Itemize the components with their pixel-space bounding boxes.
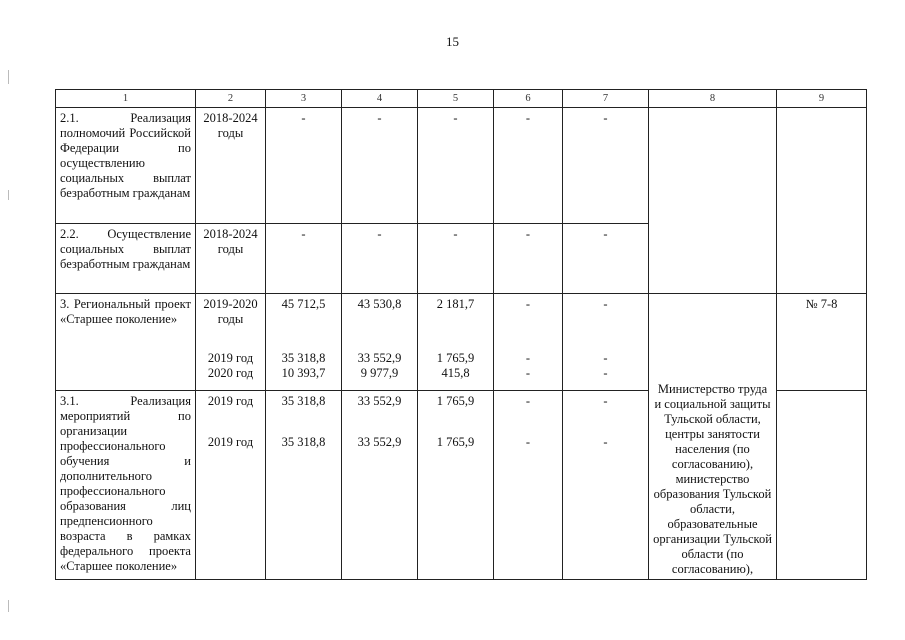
cell-regional: - <box>418 224 494 294</box>
row-period: 2019 год <box>207 394 254 408</box>
cell-federal: 33 552,9 <box>357 435 402 449</box>
scan-mark <box>8 190 9 200</box>
cell-other: - <box>603 394 608 408</box>
sub-municipal: - <box>525 351 531 365</box>
budget-table <box>55 89 867 580</box>
cell-indicator-empty <box>777 108 867 294</box>
sub-total: 10 393,7 <box>281 366 326 380</box>
cell-responsible <box>649 294 777 580</box>
col-header-5: 5 <box>418 90 494 108</box>
cell-municipal-group <box>494 391 563 580</box>
sub-other: - <box>603 366 608 380</box>
col-header-3: 3 <box>266 90 342 108</box>
cell-total: 45 712,5 <box>281 297 326 311</box>
cell-regional: 1 765,9 <box>436 394 475 408</box>
row-period: 2019-2020 годы <box>203 297 258 326</box>
cell-federal-group <box>342 391 418 580</box>
cell-total: 35 318,8 <box>281 394 326 408</box>
row-period-group <box>196 391 266 580</box>
col-header-2: 2 <box>196 90 266 108</box>
cell-federal: 43 530,8 <box>357 297 402 311</box>
cell-other: - <box>563 108 649 224</box>
cell-regional: - <box>418 108 494 224</box>
cell-total: - <box>266 108 342 224</box>
row-period: 2019 год <box>207 435 254 449</box>
row-name: 2.2. Осуществление социальных выплат безработным гражданам <box>56 224 196 294</box>
cell-federal-group <box>342 294 418 391</box>
row-period-group <box>196 294 266 391</box>
sub-municipal: - <box>525 366 531 380</box>
cell-other: - <box>603 297 608 311</box>
sub-total: 35 318,8 <box>281 351 326 365</box>
col-header-7: 7 <box>563 90 649 108</box>
sub-other: - <box>603 351 608 365</box>
cell-total: 35 318,8 <box>281 435 326 449</box>
cell-regional-group <box>418 294 494 391</box>
cell-responsible-empty <box>649 108 777 294</box>
cell-municipal: - <box>525 394 531 408</box>
cell-other-group <box>563 294 649 391</box>
cell-municipal-group <box>494 294 563 391</box>
scan-mark <box>8 600 9 612</box>
cell-federal: - <box>342 108 418 224</box>
table-row-3 <box>56 294 867 391</box>
sub-federal: 9 977,9 <box>360 366 399 380</box>
scan-mark <box>8 70 9 84</box>
row-name: 2.1. Реализация полномочий Российской Федерации по осуществлению социальных выплат безработным гражданам <box>56 108 196 224</box>
row-period: 2018-2024 годы <box>196 224 266 294</box>
cell-regional-group <box>418 391 494 580</box>
col-header-1: 1 <box>56 90 196 108</box>
cell-other-group <box>563 391 649 580</box>
col-header-9: 9 <box>777 90 867 108</box>
page-number: 15 <box>446 34 459 49</box>
cell-total: - <box>266 224 342 294</box>
cell-regional: 1 765,9 <box>436 435 475 449</box>
cell-federal: - <box>342 224 418 294</box>
cell-other: - <box>563 224 649 294</box>
sub-regional: 415,8 <box>441 366 470 380</box>
cell-municipal: - <box>525 435 531 449</box>
sub-period: 2020 год <box>207 366 254 380</box>
cell-indicator-empty <box>777 391 867 580</box>
responsible-text: Министерство труда и социальной защиты Тульской области, центры занятости населения (по согласованию), министерство образования Тульской области, образовательные организации Тульской области (по согласованию), <box>653 382 772 576</box>
sub-regional: 1 765,9 <box>436 351 475 365</box>
row-name: 3. Региональный проект «Старшее поколение» <box>56 294 196 391</box>
cell-municipal: - <box>494 224 563 294</box>
cell-indicator: № 7-8 <box>777 294 867 391</box>
cell-total-group <box>266 391 342 580</box>
row-period: 2018-2024 годы <box>196 108 266 224</box>
sub-period: 2019 год <box>207 351 254 365</box>
cell-total-group <box>266 294 342 391</box>
sub-federal: 33 552,9 <box>357 351 402 365</box>
cell-federal: 33 552,9 <box>357 394 402 408</box>
row-name: 3.1. Реализация мероприятий по организации профессионального обучения и дополнительного профессионального образования лиц предпенсионного возраста в рамках федерального проекта «Старшее поколение» <box>56 391 196 580</box>
cell-regional: 2 181,7 <box>436 297 475 311</box>
table-row-2-1 <box>56 108 867 224</box>
col-header-4: 4 <box>342 90 418 108</box>
col-header-8: 8 <box>649 90 777 108</box>
col-header-6: 6 <box>494 90 563 108</box>
cell-other: - <box>603 435 608 449</box>
cell-municipal: - <box>494 108 563 224</box>
cell-municipal: - <box>525 297 531 311</box>
column-number-row <box>56 90 867 108</box>
